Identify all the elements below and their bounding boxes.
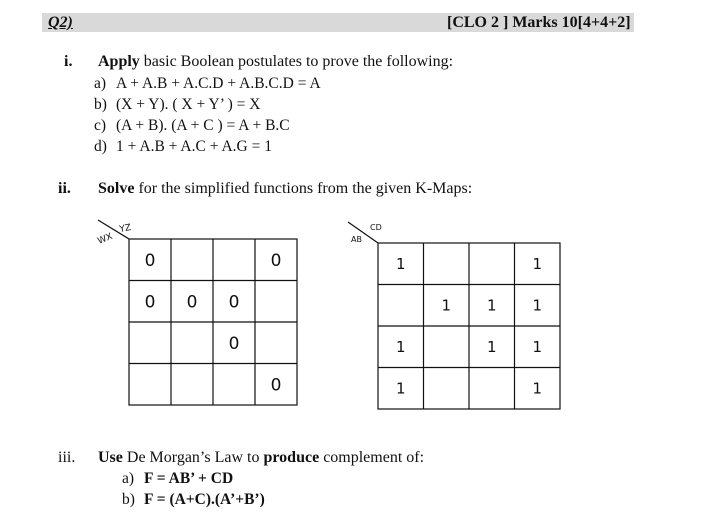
kmap-cell-value: 1 <box>486 338 497 357</box>
part-i-item-d <box>94 137 272 157</box>
item-label: a) <box>94 75 107 92</box>
part-i-numeral: i. <box>64 53 73 70</box>
instruction-text: basic Boolean postulates to prove the following: <box>139 53 454 70</box>
kmap-cell-value: 1 <box>486 296 497 315</box>
kmap-1-grid <box>98 220 297 405</box>
kmap-cell-value: 1 <box>395 255 406 274</box>
item-text: 1 + A.B + A.C + A.G = 1 <box>116 138 272 155</box>
instruction-keyword: Use <box>98 449 123 466</box>
item-label: a) <box>122 470 135 487</box>
kmap-cell-value: 0 <box>228 292 240 313</box>
part-iii-numeral: iii. <box>58 449 76 466</box>
item-text: (A + B). (A + C ) = A + B.C <box>116 117 290 134</box>
part-iii-instruction <box>98 448 424 468</box>
kmap-2-grid <box>348 222 560 409</box>
part-i-instruction <box>98 52 453 72</box>
kmap-1-col-var: YZ <box>118 223 133 235</box>
kmap-cell-value: 1 <box>532 255 543 274</box>
kmap-cell-value: 1 <box>532 379 543 398</box>
part-ii-instruction <box>98 179 472 199</box>
kmap-cell-value: 0 <box>228 333 240 354</box>
kmap-cell-value: 1 <box>441 296 452 315</box>
kmap-cell-value: 1 <box>532 296 543 315</box>
instruction-text: De Morgan’s Law to <box>122 449 264 466</box>
item-label: c) <box>94 117 107 134</box>
kmap-cell-value: 1 <box>395 338 406 357</box>
item-text: F = (A+C).(A’+B’) <box>144 491 265 508</box>
instruction-keyword-2: produce <box>263 449 320 466</box>
item-label: d) <box>94 138 107 155</box>
item-text: (X + Y). ( X + Y’ ) = X <box>116 96 261 113</box>
part-iii-item-a <box>122 469 233 489</box>
instruction-text-2: complement of: <box>319 449 425 466</box>
kmap-cell-value: 0 <box>270 250 282 271</box>
question-number: Q2) <box>48 14 73 31</box>
kmap-1-row-var: WX <box>96 231 115 247</box>
kmap-2 <box>346 218 566 413</box>
instruction-text: for the simplified functions from the given K-Maps: <box>134 180 473 197</box>
kmap-2-col-var: CD <box>370 223 382 232</box>
instruction-keyword: Apply <box>98 53 140 70</box>
kmap-cell-value: 1 <box>532 338 543 357</box>
part-i-item-b <box>94 95 260 115</box>
kmap-cell-value: 1 <box>395 379 406 398</box>
part-i-item-c <box>94 116 290 136</box>
kmap-cell-value: 0 <box>144 250 156 271</box>
instruction-keyword: Solve <box>98 180 135 197</box>
item-label: b) <box>94 96 107 113</box>
part-i-item-a <box>94 74 321 94</box>
kmap-1 <box>94 218 304 408</box>
kmap-cell-value: 0 <box>144 292 156 313</box>
clo-marks: [CLO 2 ] Marks 10[4+4+2] <box>447 14 631 31</box>
item-label: b) <box>122 491 135 508</box>
kmap-cell-value: 0 <box>270 375 282 396</box>
part-ii-numeral: ii. <box>58 180 71 197</box>
part-iii-item-b <box>122 490 265 510</box>
item-text: F = AB’ + CD <box>144 470 234 487</box>
kmap-2-row-var: AB <box>351 235 362 244</box>
item-text: A + A.B + A.C.D + A.B.C.D = A <box>116 75 321 92</box>
kmap-cell-value: 0 <box>186 292 198 313</box>
